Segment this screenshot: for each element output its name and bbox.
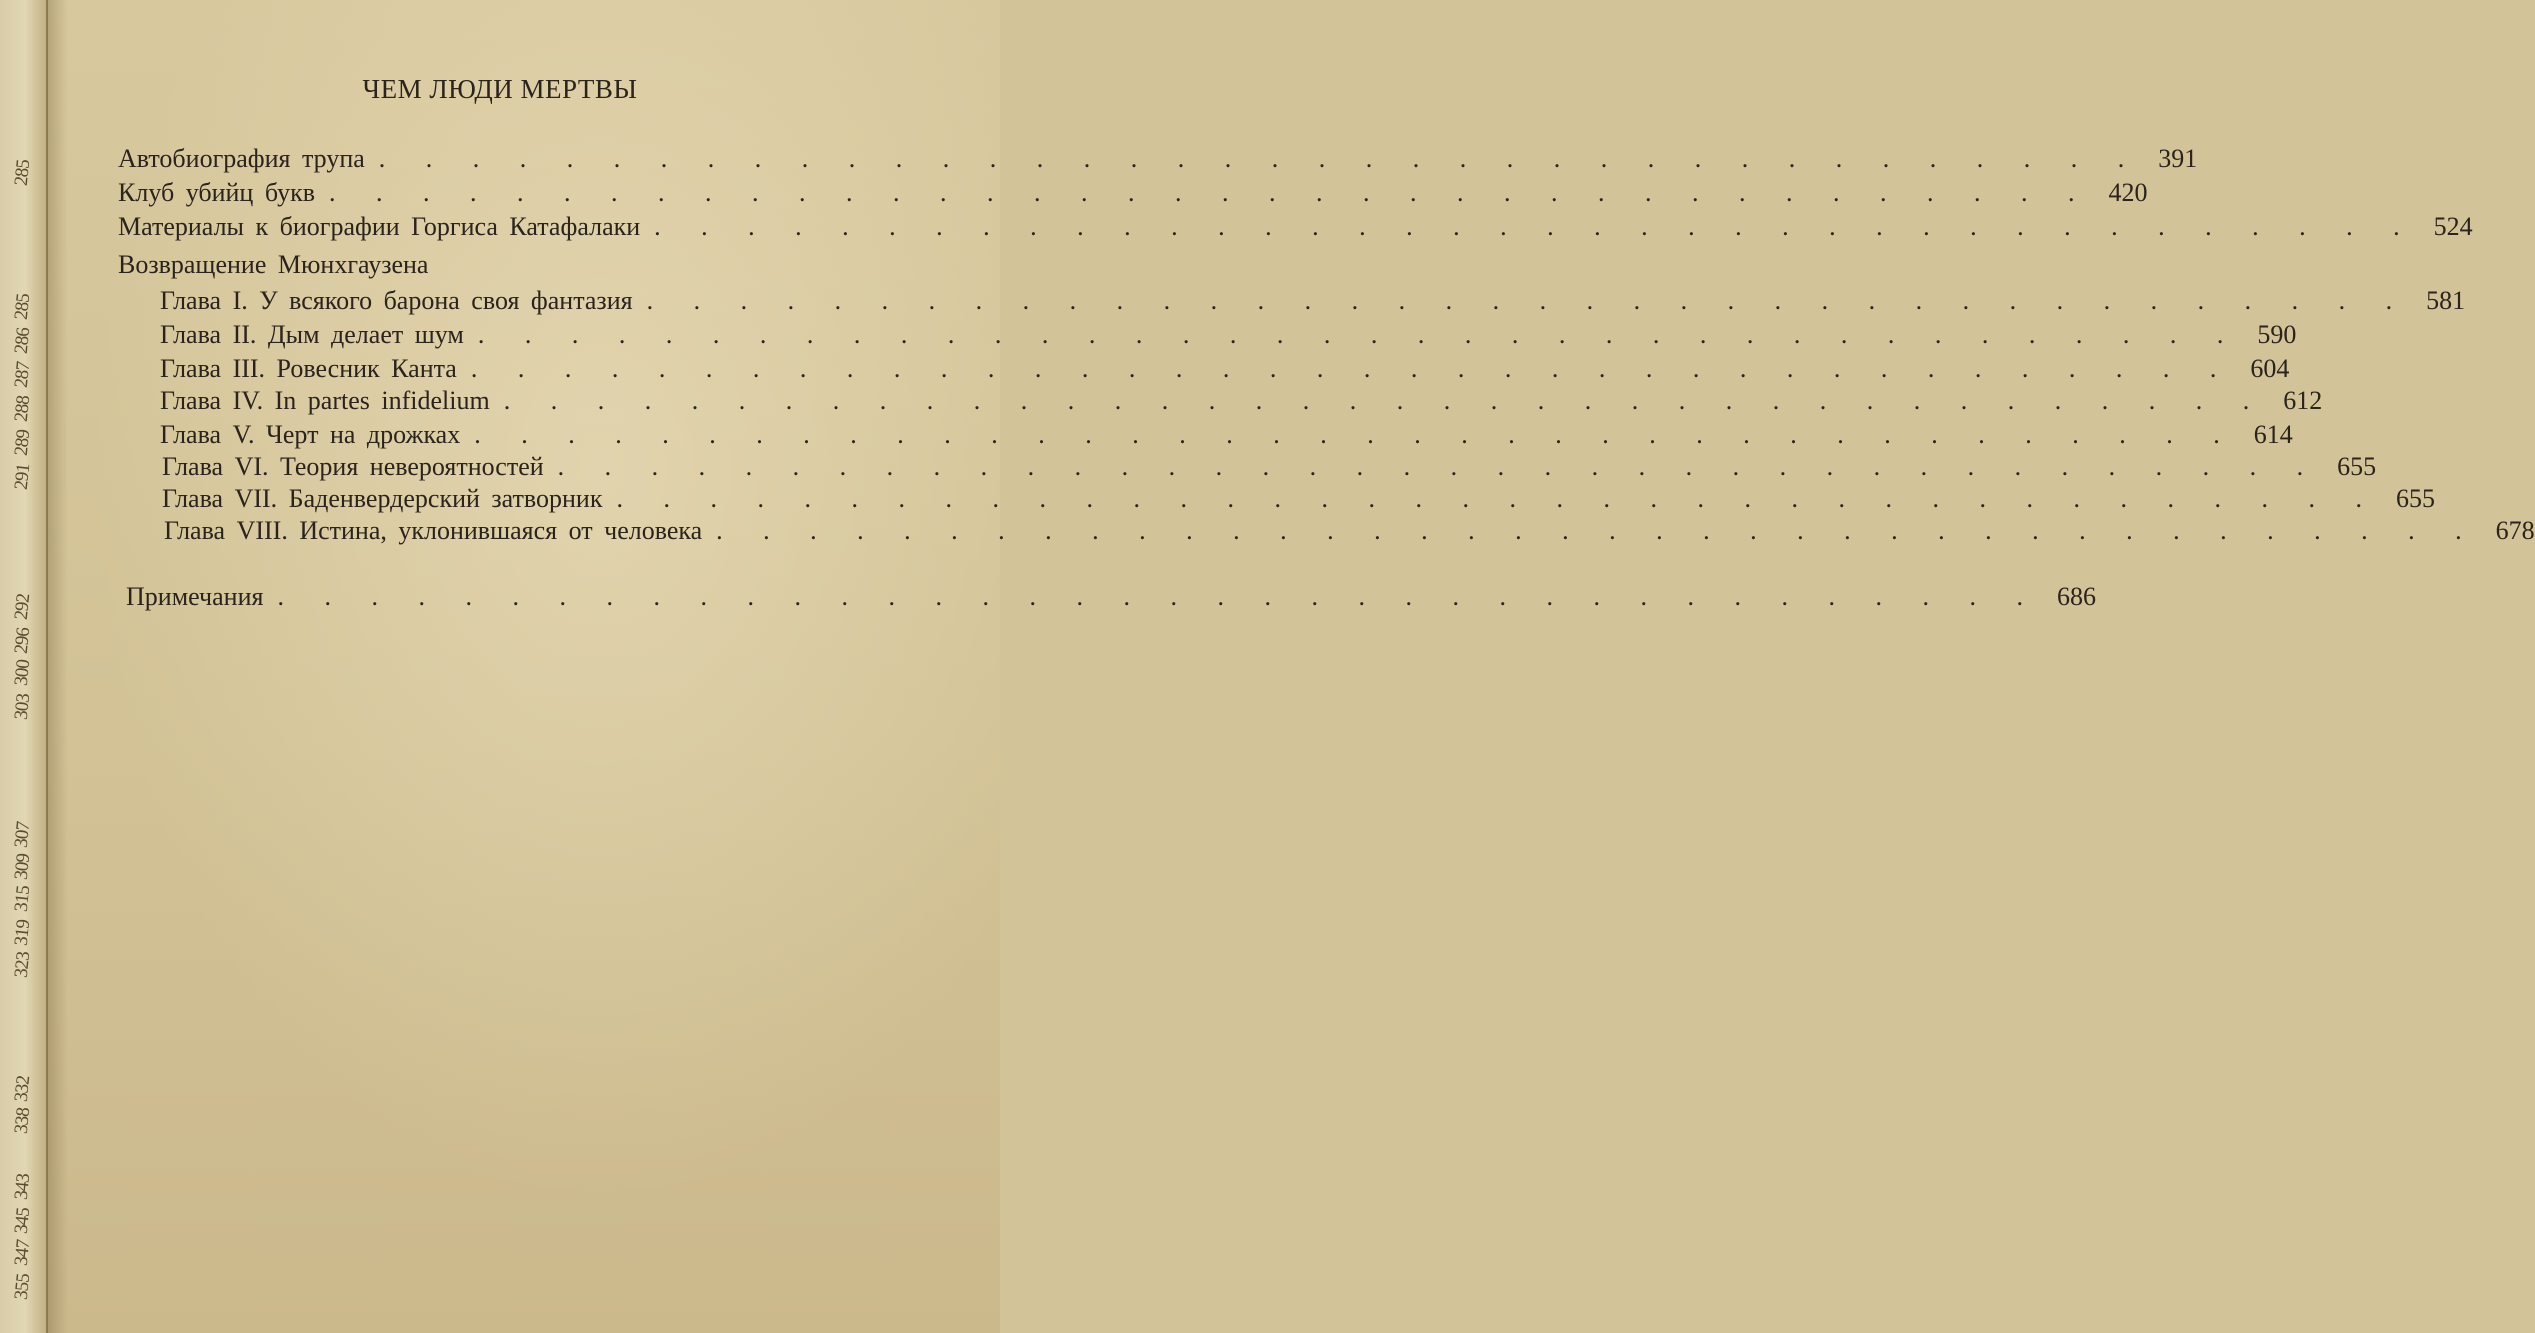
toc-entry-title: Автобиография трупа: [118, 144, 365, 173]
adjacent-page-number: 296: [10, 627, 35, 655]
toc-notes-title: Примечания: [126, 582, 264, 611]
toc-chapter: [164, 516, 2535, 548]
toc-chapter-page: 581: [2426, 286, 2466, 315]
toc-chapter-page: 655: [2395, 484, 2435, 513]
dot-leader: . . . . . . . . . . . . . . . . . . . . . . . . . . . . . . . . . . . . . .: [654, 212, 2417, 241]
toc-entry-title: Клуб убийц букв: [118, 178, 315, 207]
toc-chapter-title: Глава I. У всякого барона своя фантазия: [160, 286, 633, 315]
adjacent-page-number: 345: [10, 1207, 35, 1235]
toc-chapter-title: Глава VI. Теория невероятностей: [162, 452, 544, 481]
toc-entry: [118, 178, 2148, 210]
adjacent-page-number: 300: [10, 659, 35, 687]
section-heading: Возвращение Мюнхгаузена: [118, 250, 429, 279]
toc-entry-page: 524: [2433, 212, 2473, 241]
adjacent-page-number: 315: [10, 885, 35, 913]
toc-chapter-page: 614: [2253, 420, 2293, 449]
gutter-shadow: [46, 0, 68, 1333]
toc-chapter-page: 590: [2257, 320, 2297, 349]
toc-chapter-title: Глава V. Черт на дрожках: [160, 420, 461, 449]
toc-chapter-title: Глава III. Ровесник Канта: [160, 354, 457, 383]
toc-entry-page: 420: [2108, 178, 2148, 207]
toc-chapter: [162, 484, 2435, 516]
toc-chapter: [162, 452, 2377, 484]
toc-chapter-page: 612: [2283, 386, 2323, 415]
dot-leader: . . . . . . . . . . . . . . . . . . . . . . . . . . . . . . . . . . . . . .: [277, 582, 2040, 611]
dot-leader: . . . . . . . . . . . . . . . . . . . . . . . . . . . . . . . . . . . . . .: [616, 484, 2379, 513]
adjacent-page-number: 309: [10, 853, 35, 881]
page-title: ЧЕМ ЛЮДИ МЕРТВЫ: [362, 74, 638, 104]
adjacent-page-number: 319: [10, 919, 35, 947]
toc-notes-page: 686: [2056, 582, 2096, 611]
adjacent-page-number: 303: [10, 693, 35, 721]
dot-leader: . . . . . . . . . . . . . . . . . . . . . . . . . . . . . . . . . . . . . .: [477, 320, 2241, 349]
adjacent-page-number: 291: [10, 463, 35, 491]
toc-chapter: [160, 286, 2466, 318]
dot-leader: . . . . . . . . . . . . . . . . . . . . . . . . . . . . . . . . . . . . . .: [470, 354, 2234, 383]
adjacent-page-number: 332: [10, 1075, 35, 1103]
adjacent-page-number: 343: [10, 1173, 35, 1201]
toc-chapter-page: 604: [2250, 354, 2290, 383]
dot-leader: . . . . . . . . . . . . . . . . . . . . . . . . . . . . . . . . . . . . . .: [557, 452, 2321, 481]
adjacent-page-number: 292: [10, 593, 35, 621]
adjacent-page-number: 323: [10, 951, 35, 979]
adjacent-page-number: 286: [10, 327, 35, 355]
adjacent-page-edge: [0, 0, 48, 1333]
adjacent-page-number: 338: [10, 1107, 35, 1135]
toc-entry: [118, 144, 2198, 176]
toc-notes: [126, 582, 2096, 614]
adjacent-page-number: 285: [10, 293, 35, 321]
toc-chapter: [160, 420, 2293, 452]
adjacent-page-number: 355: [10, 1273, 35, 1301]
toc-entry: [118, 212, 2473, 244]
toc-chapter-title: Глава II. Дым делает шум: [160, 320, 464, 349]
toc-chapter: [160, 386, 2323, 418]
adjacent-page-number: 347: [10, 1239, 35, 1267]
dot-leader: . . . . . . . . . . . . . . . . . . . . . . . . . . . . . . . . . . . . . .: [378, 144, 2142, 173]
adjacent-page-number: 287: [10, 361, 35, 389]
toc-chapter-title: Глава VII. Баденвердерский затворник: [162, 484, 603, 513]
toc-chapter: [160, 354, 2290, 386]
toc-entry-title: Материалы к биографии Горгиса Катафалаки: [118, 212, 641, 241]
dot-leader: . . . . . . . . . . . . . . . . . . . . . . . . . . . . . . . . . . . . . .: [503, 386, 2267, 415]
toc-chapter-title: Глава IV. In partes infidelium: [160, 386, 490, 415]
dot-leader: . . . . . . . . . . . . . . . . . . . . . . . . . . . . . . . . . . . . . .: [328, 178, 2092, 207]
dot-leader: . . . . . . . . . . . . . . . . . . . . . . . . . . . . . . . . . . . . . .: [646, 286, 2410, 315]
toc-chapter-page: 655: [2337, 452, 2377, 481]
adjacent-page-number: 288: [10, 395, 35, 423]
dot-leader: . . . . . . . . . . . . . . . . . . . . . . . . . . . . . . . . . . . . . .: [716, 516, 2479, 545]
toc-entry-page: 391: [2158, 144, 2198, 173]
adjacent-page-number: 285: [10, 159, 35, 187]
toc-chapter: [160, 320, 2297, 352]
adjacent-page-number: 289: [10, 429, 35, 457]
toc-chapter-title: Глава VIII. Истина, уклонившаяся от человека: [164, 516, 703, 545]
toc-chapter-page: 678: [2495, 516, 2535, 545]
adjacent-page-number: 307: [10, 821, 35, 849]
dot-leader: . . . . . . . . . . . . . . . . . . . . . . . . . . . . . . . . . . . . . .: [474, 420, 2237, 449]
